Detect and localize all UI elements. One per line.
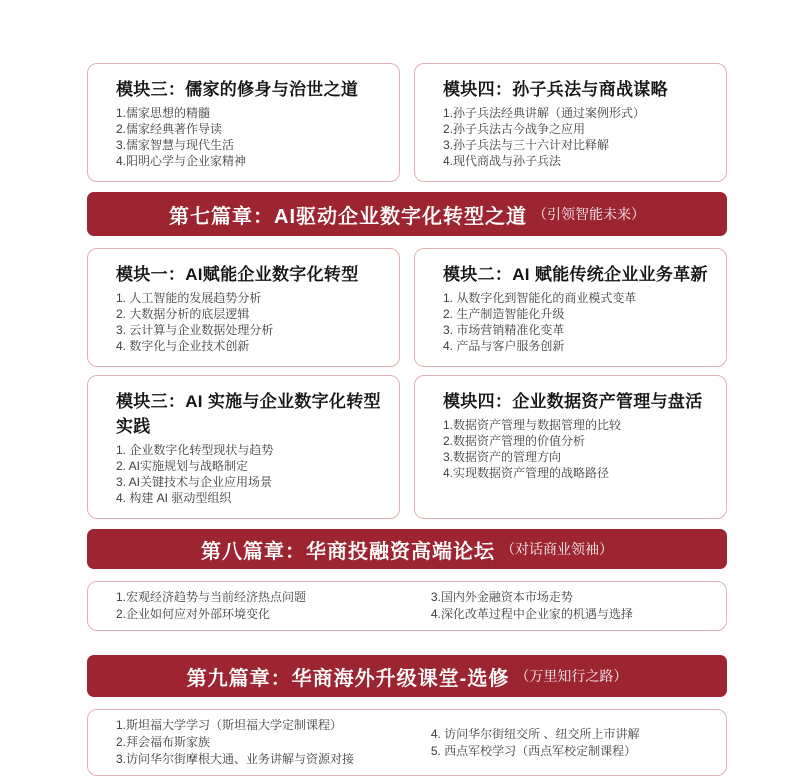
module-card-ai-practice — [87, 375, 400, 519]
module-item-list — [443, 105, 710, 169]
course-item: 2.数据资产管理的价值分析 — [443, 434, 586, 448]
course-item-list — [431, 589, 710, 623]
course-item: 3. 市场营销精准化变革 — [443, 323, 565, 337]
course-item-list — [116, 589, 431, 623]
course-item: 4.实现数据资产管理的战略路径 — [443, 466, 610, 480]
course-item: 2. 生产制造智能化升级 — [443, 307, 565, 321]
module-title: 模块四：企业数据资产管理与盘活 — [443, 392, 703, 411]
module-title: 模块一：AI赋能企业数字化转型 — [116, 265, 359, 284]
course-item: 1. 从数字化到智能化的商业模式变革 — [443, 291, 637, 305]
course-item: 2.孙子兵法古今战争之应用 — [443, 122, 586, 136]
module-card-ai-business — [414, 248, 727, 367]
module-title: 模块四：孙子兵法与商战谋略 — [443, 80, 668, 99]
course-item: 3.国内外金融资本市场走势 — [430, 590, 573, 604]
chapter9-left-column — [116, 717, 431, 768]
course-item: 2.企业如何应对外部环境变化 — [116, 607, 271, 621]
course-item-list — [431, 726, 710, 760]
chapter8-banner-subtitle: （对话商业领袖） — [501, 541, 613, 557]
course-item: 3.数据资产的管理方向 — [443, 450, 562, 464]
course-item: 2. AI实施规划与战略制定 — [116, 459, 249, 473]
curriculum-page — [87, 0, 727, 776]
module-title: 模块三：AI 实施与企业数字化转型实践 — [116, 392, 381, 436]
module-item-list — [443, 290, 710, 354]
chapter7-banner-title: 第七篇章：AI驱动企业数字化转型之道 — [169, 205, 527, 228]
chapter8-content-card — [87, 581, 727, 631]
course-item: 1. 人工智能的发展趋势分析 — [116, 291, 262, 305]
course-item: 4. 访问华尔街纽交所 、纽交所上市讲解 — [430, 726, 640, 741]
course-item: 4. 数字化与企业技术创新 — [116, 339, 250, 353]
course-item: 3. AI关键技术与企业应用场景 — [116, 475, 273, 489]
module-card-ai-transform — [87, 248, 400, 367]
chapter7-banner — [87, 192, 727, 236]
course-item: 1.宏观经济趋势与当前经济热点问题 — [116, 590, 307, 604]
course-item: 4.现代商战与孙子兵法 — [443, 154, 562, 168]
course-item: 3. 云计算与企业数据处理分析 — [116, 323, 274, 337]
module-item-list — [116, 442, 383, 506]
course-item: 5. 西点军校学习（西点军校定制课程） — [430, 743, 637, 758]
module-row-confucian-sunzi — [87, 63, 727, 182]
module-item-list — [116, 105, 383, 169]
chapter8-right-column — [431, 589, 710, 623]
course-item: 1.孙子兵法经典讲解（通过案例形式） — [443, 106, 646, 120]
course-item: 2.拜会福布斯家族 — [116, 735, 211, 749]
chapter9-banner — [87, 655, 727, 697]
course-item: 3.孙子兵法与三十六计对比释解 — [443, 138, 610, 152]
course-item: 4. 产品与客户服务创新 — [443, 339, 565, 353]
module-card-confucian — [87, 63, 400, 182]
chapter9-right-column — [431, 717, 710, 768]
course-item: 4.深化改革过程中企业家的机遇与选择 — [430, 607, 633, 621]
course-item: 1.斯坦福大学学习（斯坦福大学定制课程） — [116, 718, 343, 732]
chapter9-banner-title: 第九篇章：华商海外升级课堂-选修 — [186, 667, 510, 690]
course-item: 1.数据资产管理与数据管理的比较 — [443, 418, 622, 432]
course-item: 2.儒家经典著作导读 — [116, 122, 223, 136]
module-title: 模块二：AI 赋能传统企业业务革新 — [443, 265, 708, 284]
course-item: 4.阳明心学与企业家精神 — [116, 154, 247, 168]
chapter9-banner-subtitle: （万里知行之路） — [515, 668, 628, 684]
course-item: 4. 构建 AI 驱动型组织 — [116, 491, 232, 505]
chapter8-banner — [87, 529, 727, 569]
module-item-list — [443, 417, 710, 481]
module-card-sunzi — [414, 63, 727, 182]
course-item: 2. 大数据分析的底层逻辑 — [116, 307, 250, 321]
chapter8-banner-title: 第八篇章：华商投融资高端论坛 — [201, 540, 495, 563]
module-title: 模块三：儒家的修身与治世之道 — [116, 80, 359, 99]
chapter9-content-card — [87, 709, 727, 776]
module-item-list — [116, 290, 383, 354]
chapter8-left-column — [116, 589, 431, 623]
course-item: 1. 企业数字化转型现状与趋势 — [116, 443, 274, 457]
course-item: 3.访问华尔街摩根大通、业务讲解与资源对接 — [116, 752, 355, 766]
course-item: 3.儒家智慧与现代生活 — [116, 138, 235, 152]
course-item: 1.儒家思想的精髓 — [116, 106, 211, 120]
module-row-ai-2 — [87, 375, 727, 519]
course-item-list — [116, 717, 431, 768]
chapter7-banner-subtitle: （引领智能未来） — [533, 206, 645, 222]
module-card-data-asset — [414, 375, 727, 519]
module-row-ai-1 — [87, 248, 727, 367]
